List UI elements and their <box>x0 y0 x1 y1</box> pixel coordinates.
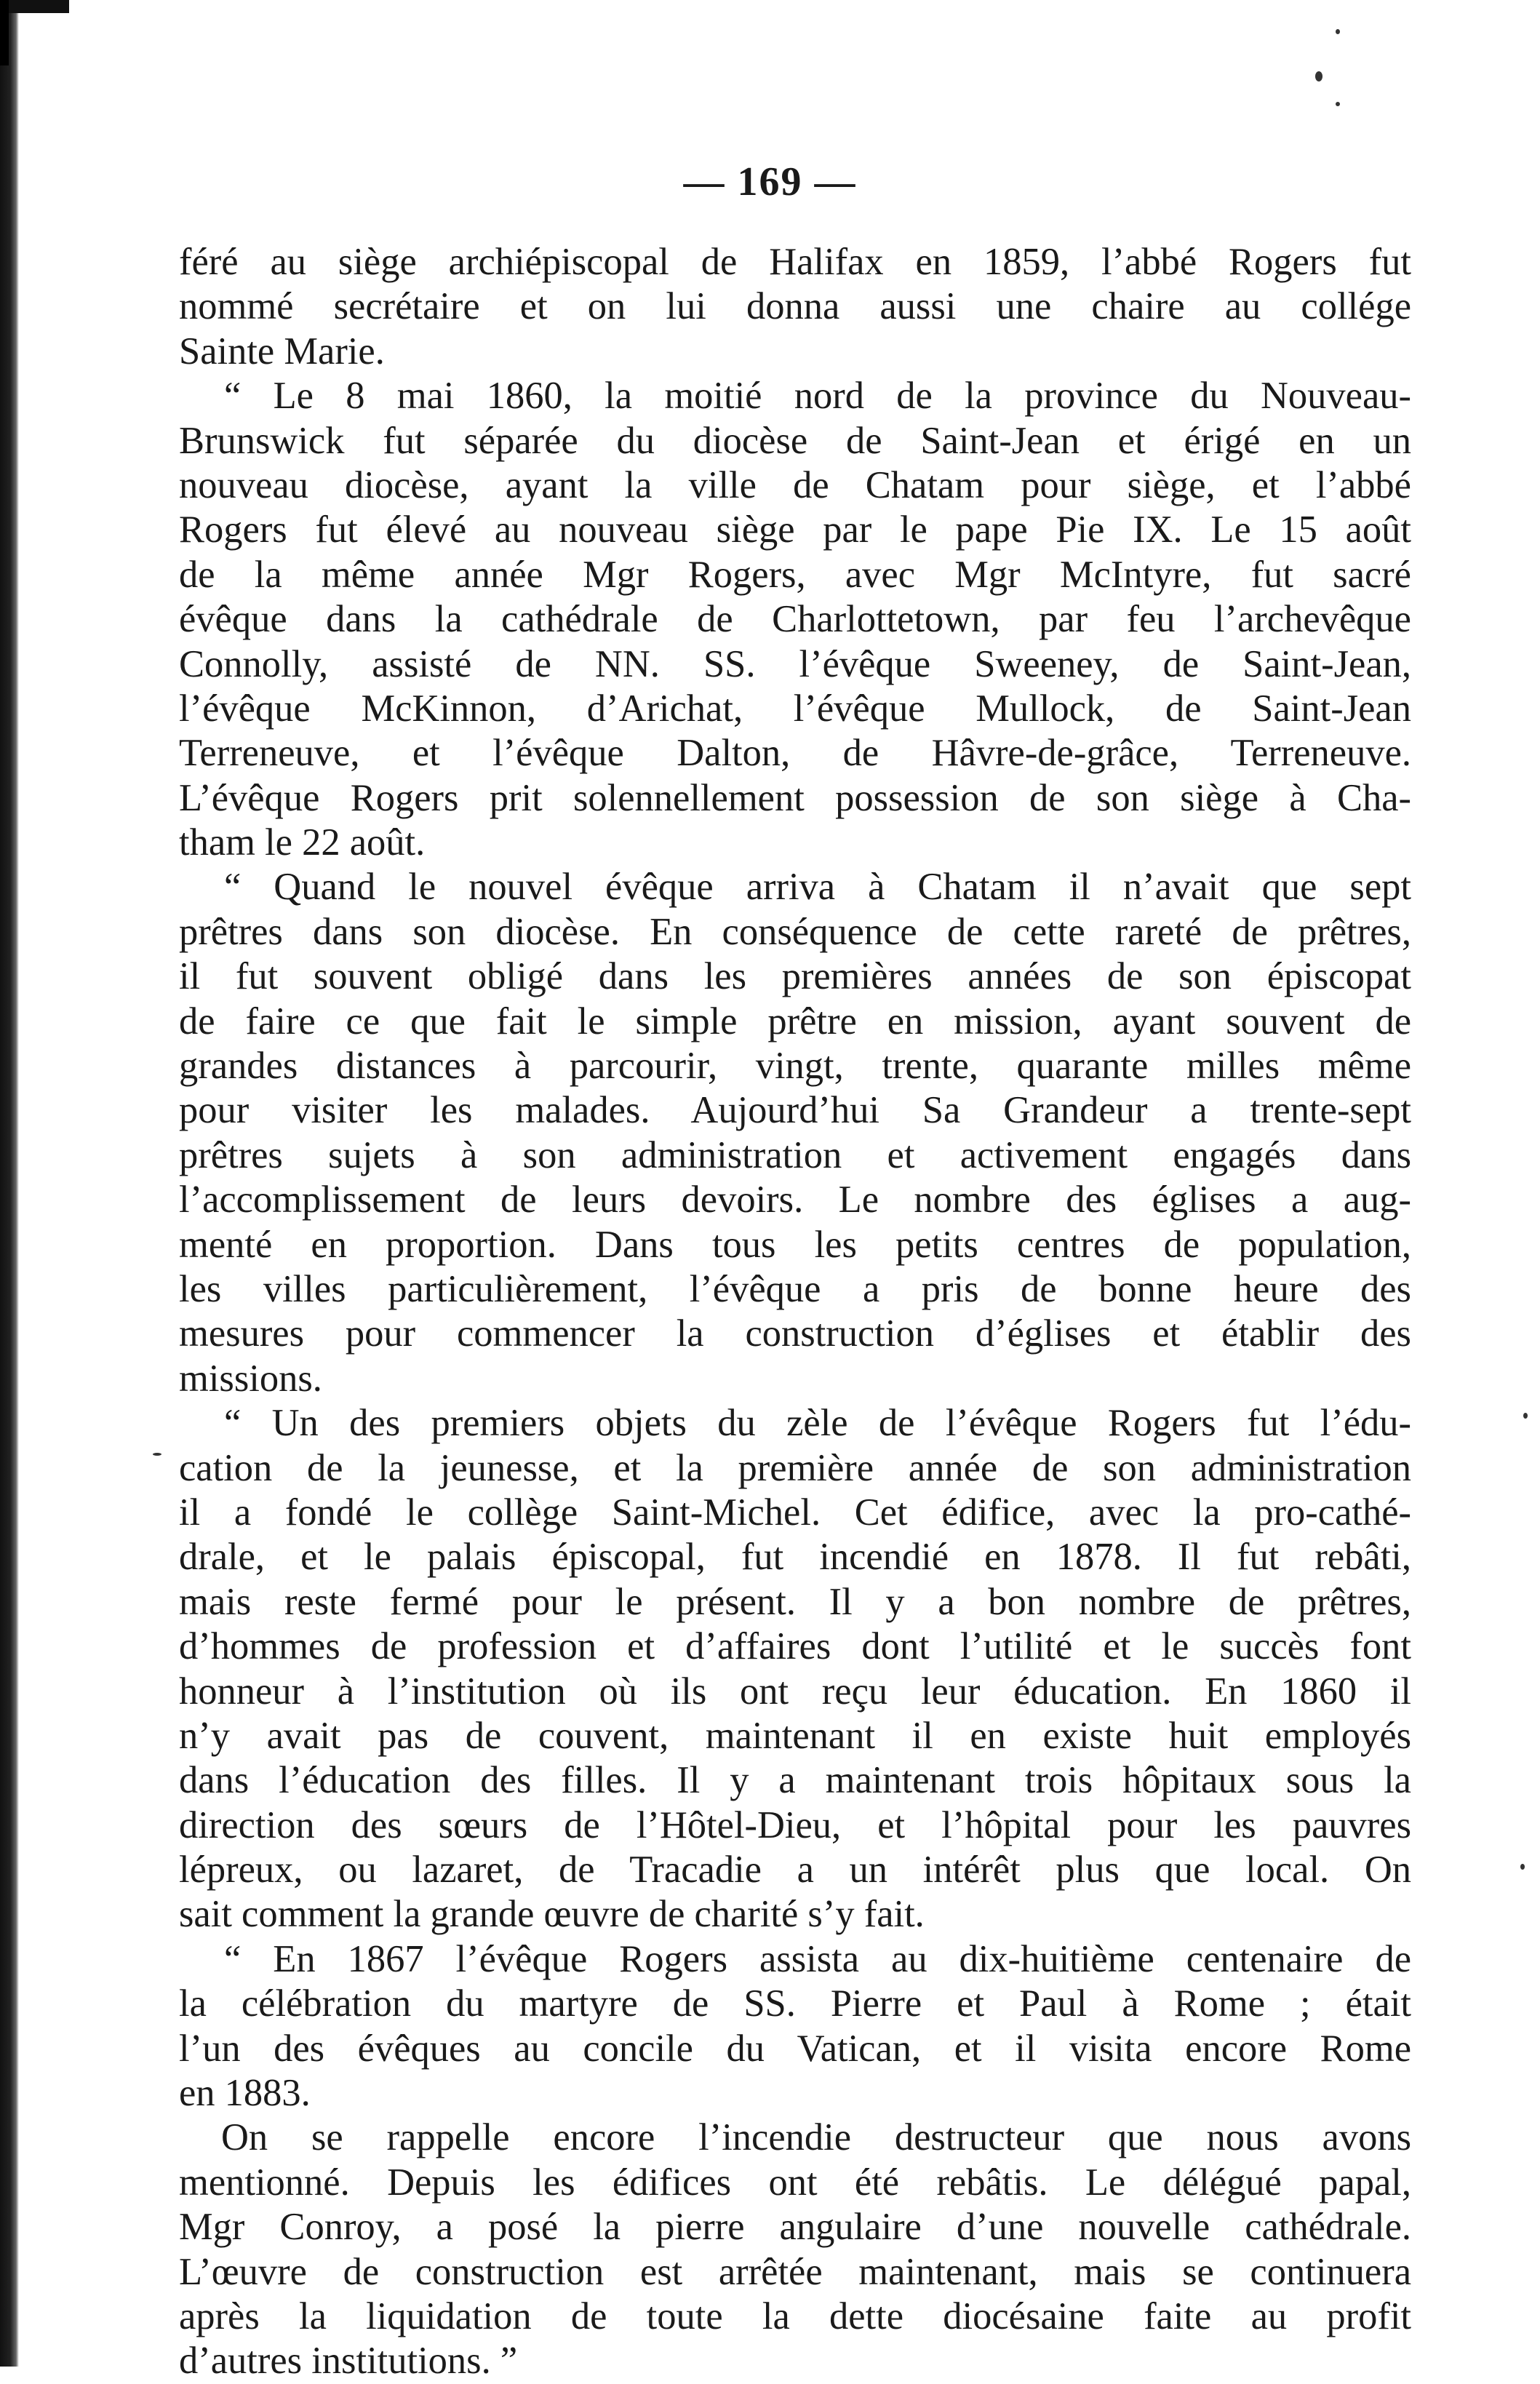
scan-speck <box>1336 29 1340 34</box>
text-line: n’y avait pas de couvent, maintenant il en existe huit employés <box>179 1714 1411 1757</box>
text-line: Sainte Marie. <box>179 330 385 372</box>
text-line: menté en proportion. Dans tous les petits centres de population, <box>179 1223 1411 1266</box>
text-line: missions. <box>179 1357 322 1400</box>
text-line: “ Le 8 mai 1860, la moitié nord de la province du Nouveau- <box>224 375 1411 418</box>
text-line: Terreneuve, et l’évêque Dalton, de Hâvre-de-grâce, Terreneuve. <box>179 732 1411 775</box>
text-line: grandes distances à parcourir, vingt, trente, quarante milles même <box>179 1045 1411 1088</box>
text-line: “ Quand le nouvel évêque arriva à Chatam il n’avait que sept <box>224 866 1411 909</box>
text-line: mais reste fermé pour le présent. Il y a bon nombre de prêtres, <box>179 1580 1411 1623</box>
text-line: de faire ce que fait le simple prêtre en mission, ayant souvent de <box>179 1000 1411 1042</box>
text-line: Brunswick fut séparée du diocèse de Saint-Jean et érigé en un <box>179 419 1411 462</box>
text-line: cation de la jeunesse, et la première année de son administration <box>179 1446 1411 1489</box>
page-binding-edge <box>0 0 19 2367</box>
text-line: drale, et le palais épiscopal, fut incendié en 1878. Il fut rebâti, <box>179 1536 1411 1579</box>
scan-speck <box>1523 1413 1528 1419</box>
scan-speck <box>1315 71 1322 81</box>
text-line: d’hommes de profession et d’affaires dont l’utilité et le succès font <box>179 1625 1411 1668</box>
text-line: il a fondé le collège Saint-Michel. Cet édifice, avec la pro-cathé- <box>179 1491 1411 1534</box>
text-line: sait comment la grande œuvre de charité s’y fait. <box>179 1893 925 1936</box>
text-line: L’évêque Rogers prit solennellement possession de son siège à Cha- <box>179 776 1411 819</box>
text-line: “ En 1867 l’évêque Rogers assista au dix-huitième centenaire de <box>224 1937 1411 1980</box>
text-line: lépreux, ou lazaret, de Tracadie a un intérêt plus que local. On <box>179 1849 1411 1891</box>
text-line: dans l’éducation des filles. Il y a maintenant trois hôpitaux sous la <box>179 1759 1411 1802</box>
text-line: en 1883. <box>179 2072 311 2115</box>
scan-speck <box>153 1453 161 1456</box>
text-line: prêtres dans son diocèse. En conséquence de cette rareté de prêtres, <box>179 910 1411 953</box>
text-line: tham le 22 août. <box>179 821 426 864</box>
text-line: l’évêque McKinnon, d’Arichat, l’évêque Mullock, de Saint-Jean <box>179 687 1411 730</box>
text-line: L’œuvre de construction est arrêtée maintenant, mais se continuera <box>179 2250 1411 2293</box>
text-line: nouveau diocèse, ayant la ville de Chatam pour siège, et l’abbé <box>179 463 1411 506</box>
text-line: évêque dans la cathédrale de Charlottetown, par feu l’archevêque <box>179 598 1411 641</box>
page-number: — 169 — <box>683 159 857 204</box>
text-line: nommé secrétaire et on lui donna aussi une chaire au collége <box>179 285 1411 328</box>
text-line: mesures pour commencer la construction d’églises et établir des <box>179 1312 1411 1355</box>
text-line: après la liquidation de toute la dette diocésaine faite au profit <box>179 2295 1411 2337</box>
page-corner-mark-vertical <box>0 0 9 65</box>
text-line: Mgr Conroy, a posé la pierre angulaire d’une nouvelle cathédrale. <box>179 2206 1411 2249</box>
text-line: “ Un des premiers objets du zèle de l’évêque Rogers fut l’édu- <box>224 1402 1411 1445</box>
text-line: direction des sœurs de l’Hôtel-Dieu, et l’hôpital pour les pauvres <box>179 1803 1411 1846</box>
scan-speck <box>1336 102 1340 106</box>
text-line: la célébration du martyre de SS. Pierre et Paul à Rome ; était <box>179 1982 1411 2025</box>
text-line: d’autres institutions. ” <box>179 2340 518 2383</box>
page-corner-mark <box>0 0 69 13</box>
text-line: l’accomplissement de leurs devoirs. Le nombre des églises a aug- <box>179 1179 1411 1221</box>
text-line: On se rappelle encore l’incendie destructeur que nous avons <box>221 2116 1411 2159</box>
text-line: honneur à l’institution où ils ont reçu leur éducation. En 1860 il <box>179 1670 1411 1713</box>
text-line: les villes particulièrement, l’évêque a pris de bonne heure des <box>179 1267 1411 1310</box>
text-line: pour visiter les malades. Aujourd’hui Sa Grandeur a trente-sept <box>179 1089 1411 1132</box>
scan-speck <box>1520 1864 1525 1870</box>
text-line: Rogers fut élevé au nouveau siège par le pape Pie IX. Le 15 août <box>179 509 1411 551</box>
text-line: Connolly, assisté de NN. SS. l’évêque Sweeney, de Saint-Jean, <box>179 642 1411 685</box>
text-line: de la même année Mgr Rogers, avec Mgr McIntyre, fut sacré <box>179 553 1411 596</box>
text-line: féré au siège archiépiscopal de Halifax en 1859, l’abbé Rogers fut <box>179 241 1411 283</box>
text-line: l’un des évêques au concile du Vatican, et il visita encore Rome <box>179 2027 1411 2070</box>
body-text <box>179 240 1411 2384</box>
text-line: mentionné. Depuis les édifices ont été rebâtis. Le délégué papal, <box>179 2161 1411 2204</box>
text-line: il fut souvent obligé dans les premières années de son épiscopat <box>179 955 1411 998</box>
text-line: prêtres sujets à son administration et activement engagés dans <box>179 1133 1411 1176</box>
